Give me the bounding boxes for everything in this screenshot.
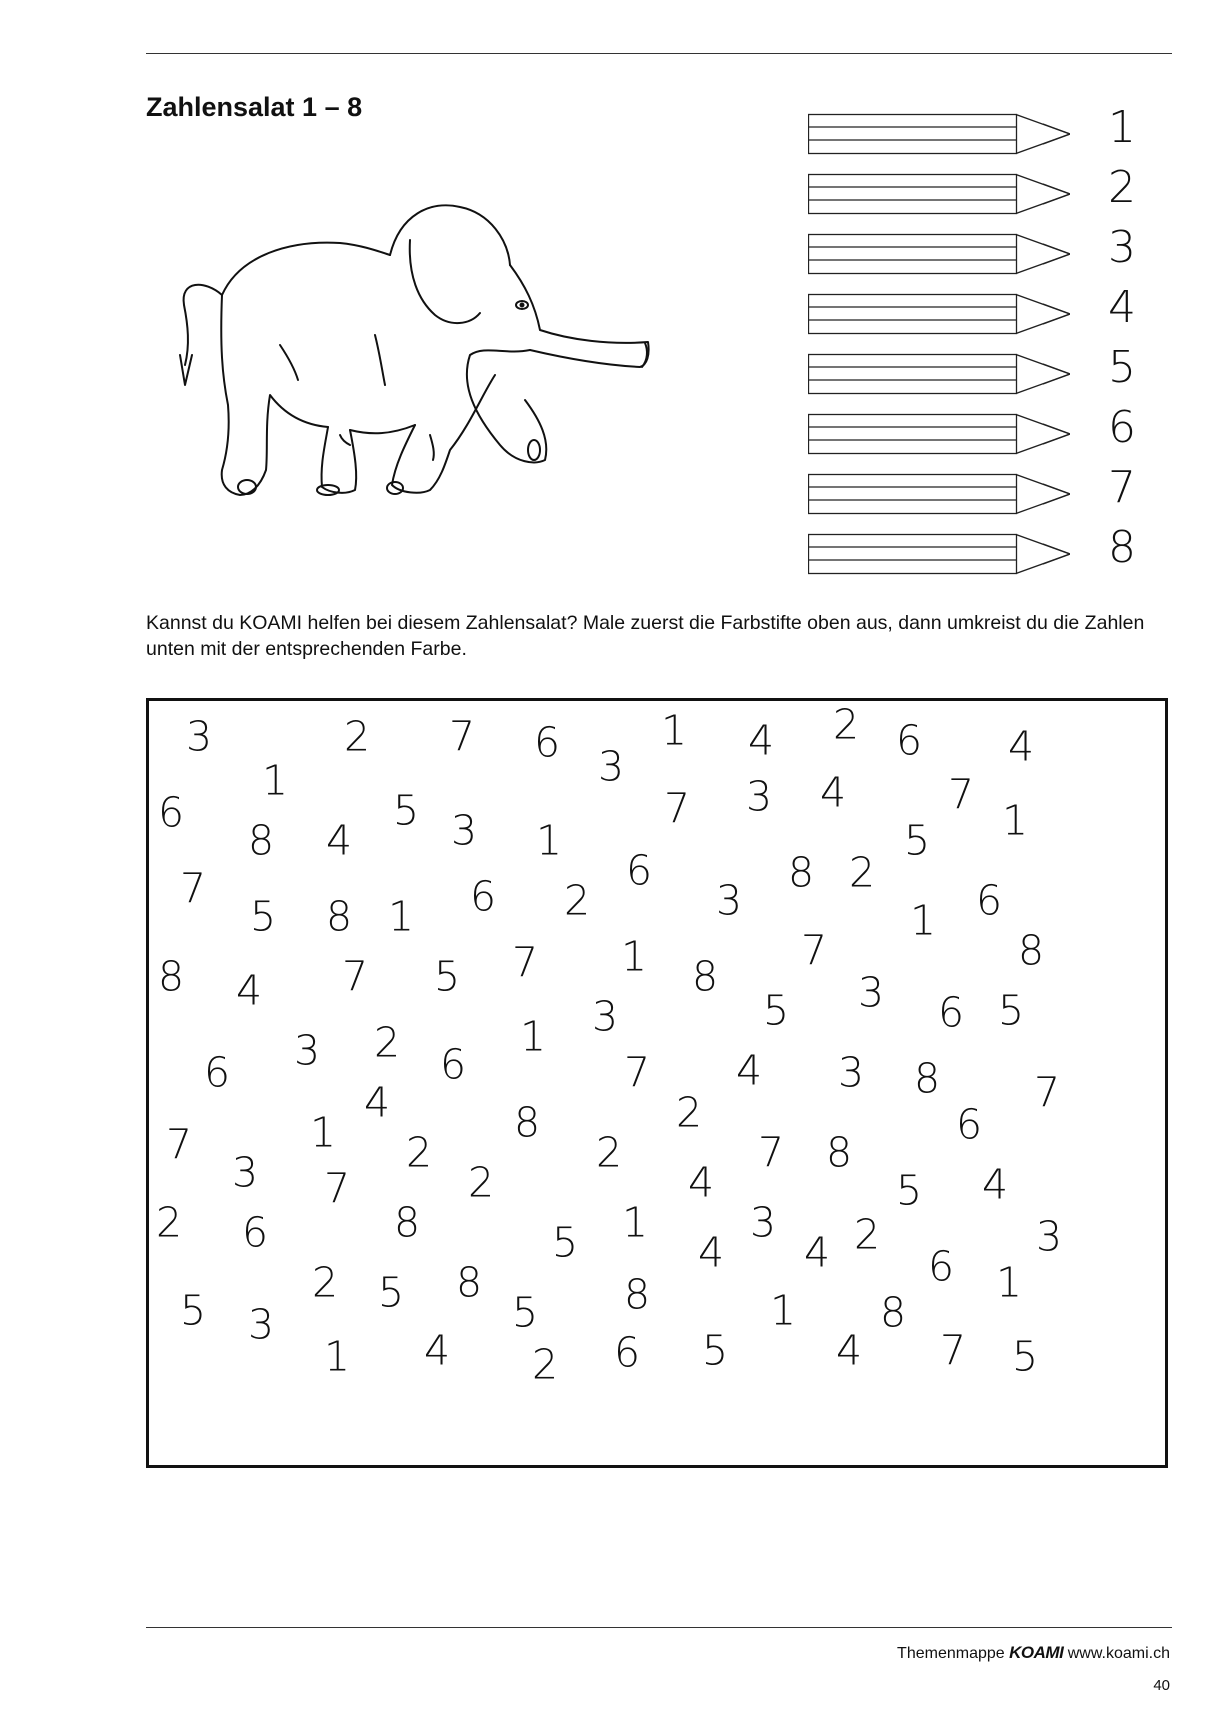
salad-number[interactable]: 4 — [325, 816, 353, 865]
salad-number[interactable]: 6 — [203, 1048, 231, 1097]
salad-number[interactable]: 4 — [423, 1326, 451, 1375]
pencil-icon[interactable] — [808, 112, 1070, 156]
salad-number[interactable]: 3 — [715, 876, 743, 925]
salad-number[interactable]: 8 — [623, 1270, 651, 1319]
pencil-number: 8 — [1108, 522, 1136, 573]
salad-number[interactable]: 3 — [450, 806, 478, 855]
salad-number[interactable]: 7 — [323, 1164, 351, 1213]
salad-number[interactable]: 2 — [832, 700, 860, 749]
salad-number[interactable]: 4 — [687, 1158, 715, 1207]
salad-number[interactable]: 6 — [241, 1208, 269, 1257]
salad-number[interactable]: 4 — [735, 1046, 763, 1095]
salad-number[interactable]: 5 — [377, 1268, 405, 1317]
salad-number[interactable]: 8 — [913, 1054, 941, 1103]
salad-number[interactable]: 6 — [625, 846, 653, 895]
salad-number[interactable]: 3 — [857, 968, 885, 1017]
salad-number[interactable]: 5 — [701, 1326, 729, 1375]
number-salad-box — [146, 698, 1168, 1468]
salad-number[interactable]: 1 — [309, 1108, 337, 1157]
salad-number[interactable]: 5 — [392, 786, 420, 835]
salad-number[interactable]: 7 — [757, 1128, 785, 1177]
salad-number[interactable]: 5 — [433, 952, 461, 1001]
footer-brand-logo: KOAMI — [1009, 1643, 1064, 1662]
salad-number[interactable]: 2 — [405, 1128, 433, 1177]
salad-number[interactable]: 1 — [769, 1286, 797, 1335]
salad-number[interactable]: 6 — [975, 876, 1003, 925]
top-rule — [146, 53, 1172, 54]
salad-number[interactable]: 7 — [1033, 1068, 1061, 1117]
salad-number[interactable]: 2 — [563, 876, 591, 925]
footer-url[interactable]: www.koami.ch — [1067, 1645, 1170, 1662]
pencil-row — [808, 102, 1168, 156]
salad-number[interactable]: 1 — [660, 706, 688, 755]
salad-number[interactable]: 7 — [448, 712, 476, 761]
salad-number[interactable]: 3 — [231, 1148, 259, 1197]
salad-number[interactable]: 3 — [1035, 1212, 1063, 1261]
salad-number[interactable]: 4 — [835, 1326, 863, 1375]
salad-number[interactable]: 7 — [511, 938, 539, 987]
salad-number[interactable]: 1 — [535, 816, 563, 865]
salad-number[interactable]: 5 — [551, 1218, 579, 1267]
salad-number[interactable]: 7 — [663, 784, 691, 833]
salad-number[interactable]: 5 — [903, 816, 931, 865]
pencil-number: 1 — [1108, 102, 1136, 153]
salad-number[interactable]: 2 — [311, 1258, 339, 1307]
salad-number[interactable]: 8 — [825, 1128, 853, 1177]
salad-number[interactable]: 8 — [1017, 926, 1045, 975]
salad-number[interactable]: 6 — [469, 872, 497, 921]
salad-number[interactable]: 1 — [995, 1258, 1023, 1307]
salad-number[interactable]: 8 — [325, 892, 353, 941]
salad-number[interactable]: 8 — [247, 816, 275, 865]
footer-prefix: Themenmappe — [897, 1645, 1005, 1662]
salad-number[interactable]: 7 — [947, 770, 975, 819]
salad-number[interactable]: 2 — [595, 1128, 623, 1177]
page-number: 40 — [1153, 1677, 1170, 1694]
salad-number[interactable]: 7 — [341, 952, 369, 1001]
pencil-icon[interactable] — [808, 472, 1070, 516]
pencil-number: 2 — [1108, 162, 1136, 213]
footer-credit — [897, 1643, 1170, 1663]
salad-number[interactable]: 4 — [697, 1228, 725, 1277]
salad-number[interactable]: 2 — [467, 1158, 495, 1207]
pencil-icon[interactable] — [808, 352, 1070, 396]
salad-number[interactable]: 4 — [747, 716, 775, 765]
salad-number[interactable]: 8 — [455, 1258, 483, 1307]
salad-number[interactable]: 8 — [879, 1288, 907, 1337]
salad-number[interactable]: 8 — [691, 952, 719, 1001]
salad-number[interactable]: 5 — [997, 986, 1025, 1035]
salad-number[interactable]: 6 — [955, 1100, 983, 1149]
salad-number[interactable]: 8 — [513, 1098, 541, 1147]
salad-number[interactable]: 3 — [247, 1300, 275, 1349]
pencil-row — [808, 402, 1168, 456]
page-title: Zahlensalat 1 – 8 — [146, 92, 363, 122]
pencil-row — [808, 462, 1168, 516]
salad-number[interactable]: 3 — [597, 742, 625, 791]
salad-number[interactable]: 2 — [848, 848, 876, 897]
pencil-row — [808, 222, 1168, 276]
salad-number[interactable]: 7 — [939, 1326, 967, 1375]
salad-number[interactable]: 5 — [762, 986, 790, 1035]
pencil-icon[interactable] — [808, 532, 1070, 576]
pencil-row — [808, 282, 1168, 336]
salad-number[interactable]: 7 — [800, 926, 828, 975]
salad-number[interactable]: 4 — [981, 1160, 1009, 1209]
salad-number[interactable]: 5 — [895, 1166, 923, 1215]
salad-number[interactable]: 3 — [293, 1026, 321, 1075]
salad-number[interactable]: 1 — [323, 1332, 351, 1381]
salad-number[interactable]: 1 — [1001, 796, 1029, 845]
pencil-row — [808, 522, 1168, 576]
salad-number[interactable]: 8 — [157, 952, 185, 1001]
salad-number[interactable]: 1 — [387, 892, 415, 941]
pencil-number: 3 — [1108, 222, 1136, 273]
salad-number[interactable]: 3 — [591, 992, 619, 1041]
salad-number[interactable]: 6 — [533, 718, 561, 767]
pencil-icon[interactable] — [808, 232, 1070, 276]
elephant-icon — [170, 195, 710, 555]
salad-number[interactable]: 6 — [937, 988, 965, 1037]
salad-number[interactable]: 7 — [623, 1048, 651, 1097]
pencil-number: 6 — [1108, 402, 1136, 453]
salad-number[interactable]: 5 — [1011, 1332, 1039, 1381]
salad-number[interactable]: 2 — [373, 1018, 401, 1067]
salad-number[interactable]: 3 — [745, 772, 773, 821]
salad-number[interactable]: 6 — [895, 716, 923, 765]
salad-number[interactable]: 2 — [531, 1340, 559, 1389]
salad-number[interactable]: 7 — [179, 864, 207, 913]
salad-number[interactable]: 1 — [620, 932, 648, 981]
salad-number[interactable]: 2 — [853, 1210, 881, 1259]
pencil-number: 4 — [1108, 282, 1136, 333]
instructions-text: Kannst du KOAMI helfen bei diesem Zahlensalat? Male zuerst die Farbstifte oben aus, dann umkreist du die Zahlen unten mit der entsprechenden Farbe. — [146, 612, 1145, 660]
pencil-row — [808, 162, 1168, 216]
salad-number[interactable]: 5 — [511, 1288, 539, 1337]
pencil-icon[interactable] — [808, 292, 1070, 336]
pencil-icon[interactable] — [808, 172, 1070, 216]
salad-number[interactable]: 6 — [927, 1242, 955, 1291]
salad-number[interactable]: 3 — [185, 712, 213, 761]
salad-number[interactable]: 8 — [787, 848, 815, 897]
salad-number[interactable]: 6 — [613, 1328, 641, 1377]
salad-number[interactable]: 3 — [749, 1198, 777, 1247]
salad-number[interactable]: 4 — [1007, 722, 1035, 771]
salad-number[interactable]: 4 — [803, 1228, 831, 1277]
salad-number[interactable]: 2 — [343, 712, 371, 761]
salad-number[interactable]: 6 — [157, 788, 185, 837]
salad-number[interactable]: 4 — [235, 966, 263, 1015]
salad-number[interactable]: 3 — [837, 1048, 865, 1097]
pencil-number: 7 — [1108, 462, 1136, 513]
salad-number[interactable]: 1 — [519, 1012, 547, 1061]
salad-number[interactable]: 4 — [819, 768, 847, 817]
salad-number[interactable]: 2 — [155, 1198, 183, 1247]
salad-number[interactable]: 4 — [363, 1078, 391, 1127]
bottom-rule — [146, 1627, 1172, 1628]
salad-number[interactable]: 1 — [621, 1198, 649, 1247]
pencil-icon[interactable] — [808, 412, 1070, 456]
salad-number[interactable]: 1 — [261, 756, 289, 805]
salad-number[interactable]: 7 — [165, 1120, 193, 1169]
pencil-number: 5 — [1108, 342, 1136, 393]
salad-number[interactable]: 5 — [249, 892, 277, 941]
salad-number[interactable]: 5 — [179, 1286, 207, 1335]
salad-number[interactable]: 8 — [393, 1198, 421, 1247]
salad-number[interactable]: 1 — [909, 896, 937, 945]
salad-number[interactable]: 6 — [439, 1040, 467, 1089]
salad-number[interactable]: 2 — [675, 1088, 703, 1137]
pencil-row — [808, 342, 1168, 396]
